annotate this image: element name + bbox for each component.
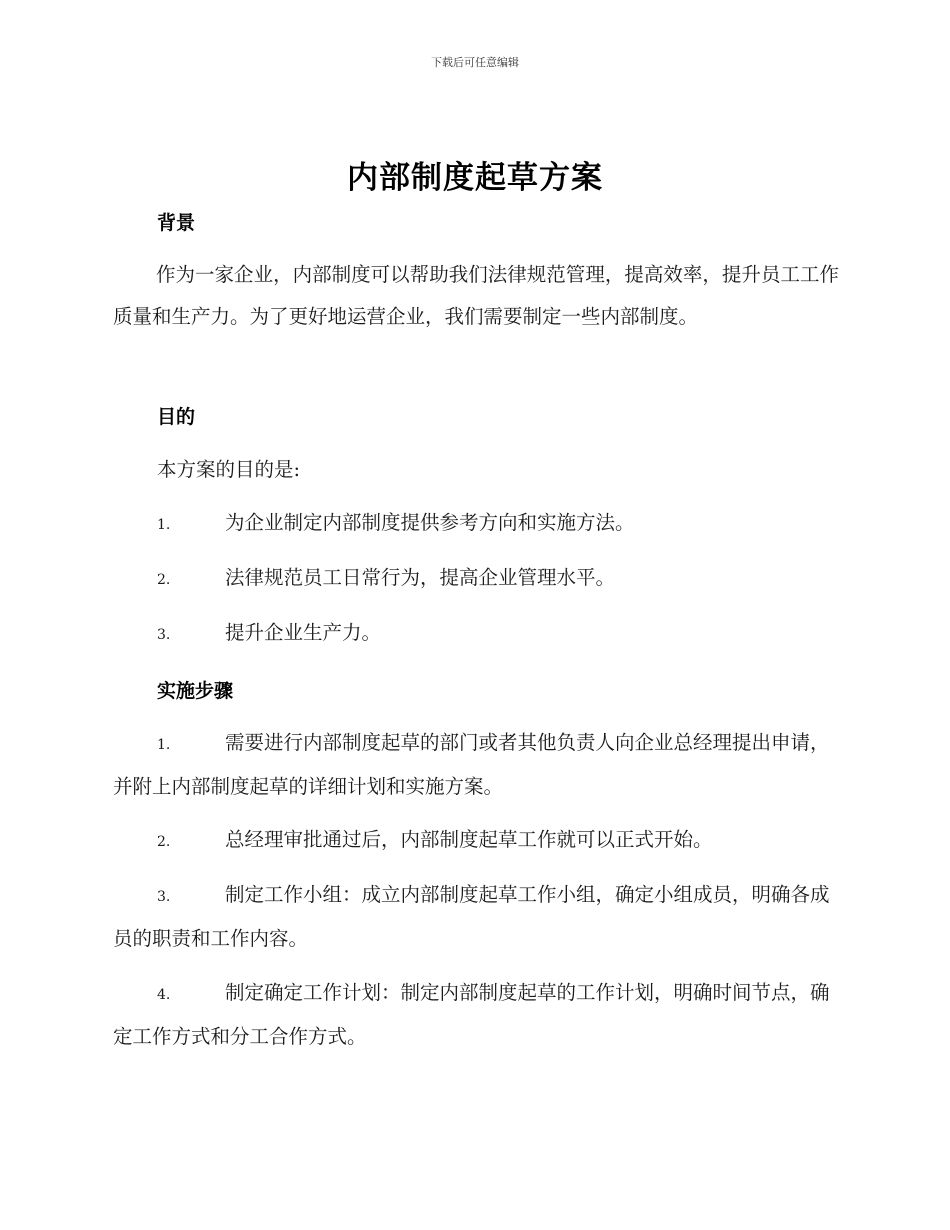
list-number: 2.: [157, 572, 171, 588]
purpose-item: [113, 557, 839, 601]
list-text: 总经理审批通过后，内部制度起草工作就可以正式开始。: [225, 828, 713, 851]
list-number: 3.: [157, 627, 171, 643]
header-note: 下载后可任意编辑: [431, 56, 519, 69]
background-paragraph: 作为一家企业，内部制度可以帮助我们法律规范管理，提高效率，提升员工工作质量和生产力。为了更好地运营企业，我们需要制定一些内部制度。: [113, 263, 839, 328]
step-item: [113, 874, 839, 960]
heading-steps: 实施步骤: [157, 680, 234, 702]
list-text: 制定工作小组：成立内部制度起草工作小组，确定小组成员，明确各成员的职责和工作内容。: [113, 883, 830, 950]
step-item: [113, 722, 839, 808]
list-number: 4.: [157, 987, 171, 1003]
purpose-item: [113, 502, 839, 546]
list-number: 2.: [157, 834, 171, 850]
list-number: 1.: [157, 517, 171, 533]
step-item: [113, 972, 839, 1058]
purpose-intro: 本方案的目的是:: [157, 458, 301, 481]
list-text: 需要进行内部制度起草的部门或者其他负责人向企业总经理提出申请，并附上内部制度起草的详细计划和实施方案。: [113, 731, 830, 798]
purpose-item: [113, 612, 839, 656]
list-number: 3.: [157, 889, 171, 905]
list-text: 为企业制定内部制度提供参考方向和实施方法。: [225, 511, 635, 534]
heading-background: 背景: [157, 212, 196, 234]
step-item: [113, 819, 839, 863]
list-text: 提升企业生产力。: [225, 621, 382, 644]
list-text: 法律规范员工日常行为，提高企业管理水平。: [225, 566, 616, 589]
list-number: 1.: [157, 737, 171, 753]
heading-purpose: 目的: [157, 406, 196, 428]
list-text: 制定确定工作计划：制定内部制度起草的工作计划，明确时间节点，确定工作方式和分工合作方式。: [113, 981, 830, 1048]
document-title: 内部制度起草方案: [347, 160, 603, 196]
